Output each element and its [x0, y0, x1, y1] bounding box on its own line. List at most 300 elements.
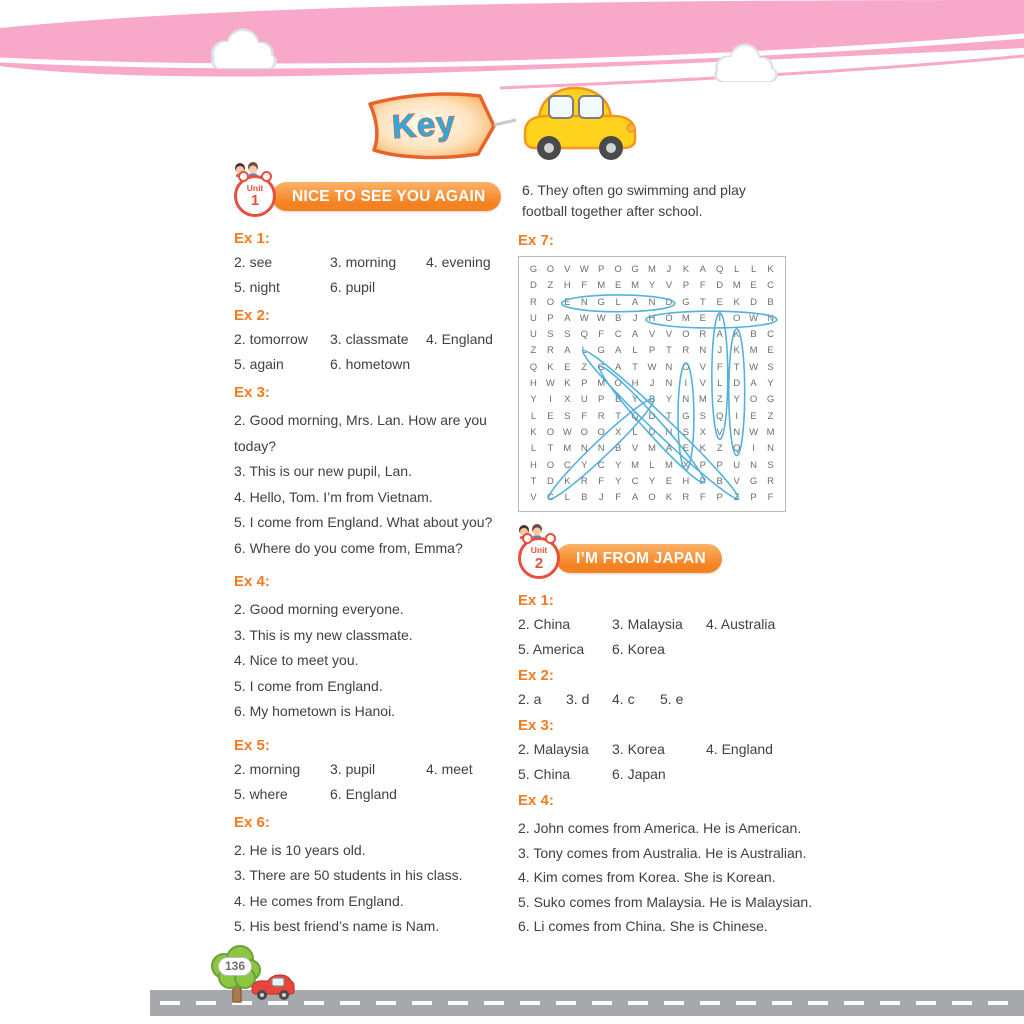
wordsearch-letter: Z	[581, 361, 588, 373]
unit1-header	[234, 172, 496, 220]
key-label: Key	[390, 103, 457, 146]
answer-item: 2. Malaysia	[518, 741, 589, 758]
unit1-ex3-label: Ex 3:	[234, 384, 270, 401]
answer-item: 3. Korea	[612, 741, 665, 758]
wordsearch-letter: T	[666, 410, 672, 422]
wordsearch-letter: M	[664, 459, 673, 471]
wordsearch-letter: A	[564, 312, 571, 324]
answer-item: 4. Australia	[706, 616, 776, 633]
wordsearch-letter: C	[767, 280, 774, 292]
wordsearch-letter: G	[597, 361, 605, 373]
wordsearch-letter: W	[562, 426, 572, 438]
answer-item: 6. Korea	[612, 641, 665, 658]
wordsearch-letter: N	[665, 361, 673, 373]
wordsearch-letter: E	[564, 361, 571, 373]
wordsearch-letter: F	[581, 410, 588, 422]
wordsearch-letter: V	[564, 264, 571, 275]
answer-item: 3. pupil	[330, 760, 376, 777]
wordsearch-letter: W	[596, 312, 606, 324]
wordsearch-letter: D	[648, 426, 656, 438]
wordsearch-letter: N	[767, 443, 774, 455]
wordsearch-letter: B	[614, 443, 622, 455]
wordsearch-letter: F	[716, 361, 723, 373]
wordsearch-letter: N	[597, 443, 605, 455]
unit2-ex1-answers	[518, 616, 830, 657]
wordsearch-letter: A	[750, 378, 757, 390]
answer-item: 2. a	[518, 691, 542, 708]
wordsearch-letter: Y	[614, 475, 622, 487]
wordsearch-letter: K	[733, 329, 740, 341]
wordsearch-letter: P	[699, 475, 706, 487]
answer-item: 2. see	[234, 254, 273, 270]
wordsearch-letter: O	[682, 329, 690, 341]
wordsearch-letter: W	[545, 378, 555, 390]
wordsearch-letter: N	[733, 426, 741, 438]
wordsearch-letter: W	[749, 312, 759, 324]
unit2-badge-wrap	[518, 537, 564, 579]
wordsearch-puzzle	[518, 256, 786, 512]
wordsearch-letter: Y	[581, 459, 588, 471]
wordsearch-letter: Q	[529, 361, 538, 373]
wordsearch-letter: A	[631, 492, 639, 504]
wordsearch-letter: L	[750, 264, 757, 275]
wordsearch-letter: O	[546, 296, 555, 308]
wordsearch-letter: Z	[530, 345, 537, 357]
wordsearch-letter: K	[564, 475, 571, 487]
unit1-ex4-label: Ex 4:	[234, 573, 270, 590]
wordsearch-letter: R	[580, 475, 588, 487]
unit1-title: NICE TO SEE YOU AGAIN	[272, 182, 501, 211]
wordsearch-letter: E	[750, 280, 757, 292]
wordsearch-letter: J	[649, 378, 655, 390]
wordsearch-letter: C	[614, 329, 622, 341]
wordsearch-letter: K	[564, 378, 571, 390]
wordsearch-letter: G	[597, 345, 605, 357]
wordsearch-letter: B	[767, 296, 774, 308]
wordsearch-letter: A	[699, 264, 706, 275]
wordsearch-letter: P	[598, 394, 605, 406]
wordsearch-letter: O	[597, 426, 605, 438]
wordsearch-letter: N	[665, 426, 673, 438]
answer-line: 6. Where do you come from, Emma?	[234, 539, 463, 556]
wordsearch-letter: M	[732, 280, 741, 292]
wordsearch-letter: D	[648, 410, 656, 422]
wordsearch-letter: E	[614, 280, 622, 292]
wordsearch-letter: Z	[733, 492, 740, 504]
wordsearch-letter: I	[549, 394, 552, 406]
wordsearch-letter: S	[767, 459, 774, 471]
wordsearch-letter: D	[716, 280, 724, 292]
wordsearch-letter: O	[648, 492, 656, 504]
answer-line: 6. Li comes from China. She is Chinese.	[518, 918, 768, 935]
wordsearch-letter: F	[615, 492, 622, 504]
wordsearch-letter: J	[632, 312, 638, 324]
wordsearch-letter: E	[699, 312, 706, 324]
wordsearch-letter: T	[632, 361, 638, 373]
wordsearch-letter: B	[716, 475, 723, 487]
wordsearch-letter: O	[546, 264, 555, 275]
unit2-ex3-label: Ex 3:	[518, 717, 554, 735]
wordsearch-letter: F	[699, 492, 706, 504]
wordsearch-letter: E	[682, 443, 690, 455]
wordsearch-letter: W	[647, 361, 657, 373]
wordsearch-letter: O	[546, 426, 555, 438]
unit1-ex5-label: Ex 5:	[234, 736, 270, 754]
wordsearch-letter: U	[530, 329, 537, 341]
wordsearch-letter: S	[682, 426, 690, 438]
wordsearch-letter: S	[547, 329, 554, 341]
wordsearch-letter: E	[665, 475, 673, 487]
wordsearch-letter: V	[631, 443, 639, 455]
wordsearch-letter: Q	[580, 329, 588, 341]
unit1-badge-wrap	[234, 175, 280, 217]
unit1-ex6-continuation: 6. They often go swimming and play football together after school.	[522, 182, 746, 219]
wordsearch-letter: F	[699, 280, 706, 292]
wordsearch-letter: O	[732, 312, 741, 324]
wordsearch-letter: S	[564, 329, 571, 341]
answer-item: 4. evening	[426, 254, 491, 270]
wordsearch-letter: N	[750, 459, 758, 471]
unit-badge-number: 2	[534, 554, 544, 572]
answer-item: 3. d	[566, 691, 590, 708]
left-column	[234, 172, 496, 940]
answer-item: 5. America	[518, 641, 585, 658]
wordsearch-letter: E	[716, 296, 723, 308]
wordsearch-letter: Q	[631, 410, 639, 422]
wordsearch-letter: L	[530, 410, 537, 422]
answer-line: 5. Suko comes from Malaysia. He is Malaysian.	[518, 893, 813, 910]
wordsearch-letter: B	[648, 394, 656, 406]
wordsearch-letter: T	[666, 345, 672, 357]
flag-connector	[494, 120, 516, 125]
wordsearch-letter: E	[547, 410, 554, 422]
wordsearch-letter: E	[750, 410, 757, 422]
yellow-car-icon	[525, 88, 635, 160]
wordsearch-letter: O	[749, 394, 758, 406]
wordsearch-letter: C	[546, 492, 554, 504]
wordsearch-letter: K	[733, 345, 740, 357]
answer-line: 4. Nice to meet you.	[234, 652, 359, 668]
wordsearch-letter: B	[614, 394, 622, 406]
wordsearch-letter: I	[752, 443, 755, 455]
wordsearch-letter: G	[766, 394, 775, 406]
wordsearch-letter: U	[580, 394, 588, 406]
wordsearch-letter: A	[716, 329, 723, 341]
unit1-ex6-label: Ex 6:	[234, 813, 270, 831]
wordsearch-letter: J	[717, 345, 723, 357]
wordsearch-letter: C	[563, 459, 571, 471]
unit1-badge	[234, 175, 276, 217]
answer-line: 5. His best friend’s name is Nam.	[234, 918, 440, 934]
wordsearch-letter: T	[699, 296, 706, 308]
wordsearch-letter: G	[749, 475, 758, 487]
wordsearch-letter: A	[564, 345, 571, 357]
page-number: 136	[218, 957, 252, 976]
answer-line: 4. Kim comes from Korea. She is Korean.	[518, 869, 776, 886]
wordsearch-letter: A	[665, 443, 673, 455]
wordsearch-letter: V	[530, 492, 537, 504]
wordsearch-letter: M	[597, 378, 606, 390]
wordsearch-letter: L	[632, 345, 638, 357]
wordsearch-letter: O	[614, 264, 622, 275]
wordsearch-letter: W	[749, 426, 759, 438]
wordsearch-letter: J	[598, 492, 604, 504]
wordsearch-letter: P	[716, 492, 723, 504]
wordsearch-letter: T	[733, 361, 740, 373]
wordsearch-letter: P	[750, 492, 757, 504]
red-car-icon	[248, 971, 296, 1001]
wordsearch-letter: Y	[665, 394, 673, 406]
answer-item: 3. morning	[330, 254, 397, 270]
answer-item: 6. England	[330, 785, 397, 802]
wordsearch-letter: H	[682, 475, 690, 487]
wordsearch-letter: I	[684, 378, 688, 390]
wordsearch-letter: Z	[716, 443, 723, 455]
wordsearch-letter: P	[682, 280, 690, 292]
answer-item: 4. England	[706, 741, 773, 758]
wordsearch-letter: A	[614, 361, 622, 373]
unit1-ex2-label: Ex 2:	[234, 307, 270, 324]
answer-item: 4. England	[426, 331, 493, 347]
wordsearch-letter: M	[698, 394, 707, 406]
wordsearch-letter: O	[546, 459, 555, 471]
answer-line: 4. He comes from England.	[234, 892, 404, 909]
wordsearch-letter: D	[546, 475, 554, 487]
answer-item: 2. morning	[234, 760, 301, 777]
wordsearch-letter: G	[529, 264, 538, 275]
answer-line: 6. My hometown is Hanoi.	[234, 703, 396, 719]
answer-item: 6. pupil	[330, 279, 376, 295]
wordsearch-letter: D	[530, 280, 537, 292]
wordsearch-letter: W	[579, 312, 589, 324]
wordsearch-letter: G	[682, 296, 690, 308]
wordsearch-letter: Z	[547, 280, 554, 292]
wordsearch-letter: N	[699, 345, 707, 357]
answer-line: 3. Tony comes from Australia. He is Australian.	[518, 844, 807, 861]
wordsearch-letter: X	[682, 459, 690, 471]
wordsearch-letter: U	[530, 312, 537, 324]
wordsearch-letter: C	[767, 329, 774, 341]
unit2-header	[518, 534, 830, 582]
wordsearch-letter: H	[563, 280, 571, 292]
unit-badge-word: Unit	[246, 182, 264, 193]
answer-line: 2. He is 10 years old.	[234, 841, 366, 858]
answer-line: 3. This is my new classmate.	[234, 626, 413, 643]
wordsearch-letter: F	[598, 475, 605, 487]
wordsearch-letter: T	[547, 443, 554, 455]
wordsearch-letter: M	[631, 459, 640, 471]
wordsearch-letter: S	[699, 410, 706, 422]
wordsearch-letter: K	[682, 264, 690, 275]
unit2-title: I’M FROM JAPAN	[556, 544, 722, 573]
wordsearch-letter: R	[767, 475, 774, 487]
wordsearch-letter: R	[682, 492, 690, 504]
wordsearch-letter: F	[767, 492, 774, 504]
wordsearch-letter: R	[597, 410, 605, 422]
wordsearch-letter: Y	[767, 378, 774, 390]
wordsearch-letter: X	[564, 394, 571, 406]
answer-line: 2. Good morning everyone.	[234, 601, 404, 617]
wordsearch-letter: K	[733, 296, 740, 308]
wordsearch-letter: U	[733, 459, 741, 471]
answer-item: 4. c	[612, 691, 635, 708]
wordsearch-grid	[525, 262, 779, 506]
wordsearch-letter: P	[699, 459, 706, 471]
wordsearch-letter: G	[597, 296, 605, 308]
answer-item: 5. night	[234, 279, 280, 295]
wordsearch-letter: L	[632, 426, 638, 438]
unit1-ex1-label: Ex 1:	[234, 230, 270, 247]
wordsearch-letter: Y	[648, 475, 656, 487]
wordsearch-letter: G	[682, 410, 690, 422]
wordsearch-letter: Z	[767, 410, 774, 422]
wordsearch-letter: R	[699, 329, 707, 341]
answer-line: 5. I come from England.	[234, 677, 383, 694]
wordsearch-letter: V	[648, 329, 656, 341]
wordsearch-letter: A	[631, 296, 639, 308]
unit1-ex7-label: Ex 7:	[518, 232, 554, 249]
wordsearch-letter: F	[598, 329, 605, 341]
wordsearch-letter: E	[564, 296, 571, 308]
wordsearch-letter: R	[682, 345, 690, 357]
answer-item: 6. Japan	[612, 766, 666, 783]
wordsearch-letter: Y	[614, 459, 622, 471]
wordsearch-letter: C	[597, 459, 605, 471]
wordsearch-letter: V	[716, 426, 723, 438]
wordsearch-letter: Y	[733, 394, 740, 406]
wordsearch-letter: K	[767, 264, 774, 275]
unit2-ex1-label: Ex 1:	[518, 592, 554, 610]
wordsearch-letter: H	[648, 312, 656, 324]
answer-item: 5. China	[518, 766, 571, 783]
wordsearch-letter: R	[530, 296, 537, 308]
wordsearch-letter: K	[699, 443, 706, 455]
right-column	[518, 180, 830, 939]
answer-line: 5. I come from England. What about you?	[234, 514, 493, 530]
wordsearch-letter: N	[682, 394, 690, 406]
wordsearch-letter: K	[547, 361, 554, 373]
unit2-ex4-label: Ex 4:	[518, 792, 554, 810]
wordsearch-letter: P	[581, 378, 588, 390]
wordsearch-letter: M	[681, 312, 690, 324]
wordsearch-letter: B	[750, 329, 757, 341]
wordsearch-letter: V	[699, 361, 706, 373]
wordsearch-letter: Y	[530, 394, 537, 406]
answer-item: 3. Malaysia	[612, 616, 683, 633]
wordsearch-letter: V	[699, 378, 706, 390]
wordsearch-letter: L	[649, 459, 655, 471]
wordsearch-letter: Z	[716, 394, 723, 406]
wordsearch-letter: M	[597, 280, 606, 292]
answer-item: 5. again	[234, 356, 284, 372]
wordsearch-letter: L	[615, 296, 621, 308]
unit2-ex3-answers	[518, 741, 830, 782]
wordsearch-letter: D	[733, 378, 741, 390]
wordsearch-letter: N	[648, 296, 656, 308]
wordsearch-letter: A	[614, 345, 622, 357]
wordsearch-letter: H	[631, 378, 639, 390]
wordsearch-letter: W	[749, 361, 759, 373]
answer-item: 5. where	[234, 785, 288, 802]
wordsearch-letter: Q	[716, 410, 724, 422]
unit1-ex5-answers	[234, 761, 496, 802]
wordsearch-letter: B	[614, 312, 622, 324]
answer-item: 4. meet	[426, 760, 473, 777]
wordsearch-letter: K	[530, 426, 537, 438]
wordsearch-letter: D	[665, 296, 673, 308]
wordsearch-letter: V	[665, 329, 673, 341]
answer-line: 4. Hello, Tom. I’m from Vietnam.	[234, 488, 433, 505]
wordsearch-letter: H	[530, 378, 537, 390]
wordsearch-letter: Q	[732, 443, 741, 455]
wordsearch-letter: F	[581, 280, 588, 292]
unit2-badge	[518, 537, 560, 579]
answer-line: 2. John comes from America. He is American.	[518, 820, 802, 837]
wordsearch-letter: Q	[716, 264, 724, 275]
wordsearch-letter: M	[631, 280, 640, 292]
wordsearch-letter: P	[598, 264, 605, 275]
answer-item: 5. e	[660, 691, 684, 708]
wordsearch-letter: O	[614, 378, 622, 390]
unit2-ex2-answers	[518, 691, 830, 707]
answer-line: 2. Good morning, Mrs. Lan. How are you today?	[234, 412, 487, 454]
wordsearch-letter: L	[530, 443, 537, 455]
wordsearch-letter: I	[735, 410, 738, 422]
wordsearch-letter: R	[546, 345, 554, 357]
wordsearch-letter: S	[767, 361, 774, 373]
unit1-ex1-answers	[234, 254, 496, 295]
wordsearch-letter: A	[631, 329, 639, 341]
wordsearch-letter: O	[682, 361, 690, 373]
wordsearch-letter: T	[716, 312, 723, 324]
wordsearch-letter: S	[564, 410, 571, 422]
wordsearch-letter: O	[580, 426, 588, 438]
unit-badge-word: Unit	[530, 545, 548, 556]
wordsearch-letter: N	[580, 296, 588, 308]
wordsearch-letter: N	[767, 312, 774, 324]
wordsearch-letter: O	[665, 312, 673, 324]
wordsearch-letter: G	[631, 264, 639, 275]
wordsearch-letter: X	[699, 426, 706, 438]
answer-item: 3. classmate	[330, 331, 409, 347]
wordsearch-letter: L	[564, 492, 570, 504]
wordsearch-letter: M	[766, 426, 775, 438]
wordsearch-letter: W	[579, 264, 589, 275]
wordsearch-letter: H	[530, 459, 537, 471]
unit1-ex2-answers	[234, 331, 496, 372]
wordsearch-letter: M	[648, 443, 656, 455]
wordsearch-letter: L	[717, 378, 723, 390]
footer-decoration	[202, 944, 322, 1016]
wordsearch-letter: X	[614, 426, 622, 438]
wordsearch-letter: V	[665, 280, 673, 292]
wordsearch-letter: P	[648, 345, 656, 357]
wordsearch-letter: P	[716, 459, 723, 471]
unit2-ex2-label: Ex 2:	[518, 667, 554, 685]
answer-line: 3. There are 50 students in his class.	[234, 867, 463, 883]
wordsearch-letter: Y	[631, 394, 639, 406]
wordsearch-letter: M	[749, 345, 758, 357]
answer-item: 2. tomorrow	[234, 331, 308, 347]
wordsearch-letter: V	[733, 475, 740, 487]
answer-line: 3. This is our new pupil, Lan.	[234, 463, 412, 479]
unit-badge-number: 1	[250, 192, 260, 210]
wordsearch-letter: L	[734, 264, 740, 275]
wordsearch-letter: Y	[648, 280, 656, 292]
wordsearch-letter: L	[581, 345, 587, 357]
answer-item: 6. hometown	[330, 356, 411, 372]
wordsearch-letter: C	[631, 475, 639, 487]
